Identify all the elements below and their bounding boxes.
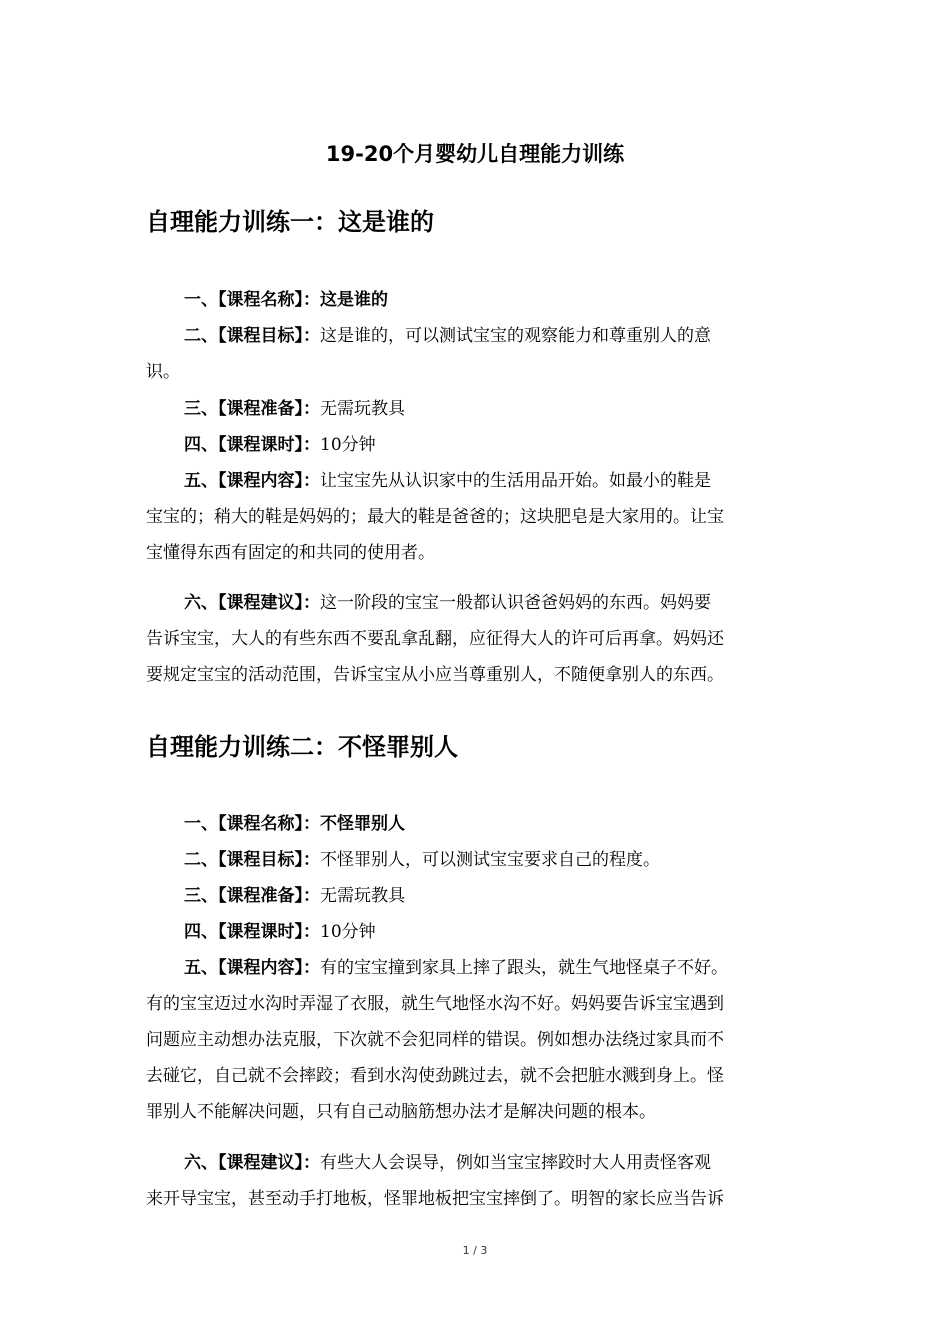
course-name-item: [146, 806, 806, 842]
item-text: 不怪罪别人，可以测试宝宝要求自己的程度。: [320, 850, 660, 870]
item-text: 让宝宝先从认识家中的生活用品开始。如最小的鞋是: [320, 471, 711, 491]
item-label: 一、【课程名称】：: [184, 814, 320, 834]
item-label: 二、【课程目标】：: [184, 326, 320, 346]
item-text: 有的宝宝迈过水沟时弄湿了衣服，就生气地怪水沟不好。妈妈要告诉宝宝遇到: [146, 994, 724, 1014]
course-content-item: [146, 950, 806, 1130]
document-title: 19-20个月婴幼儿自理能力训练: [325, 142, 625, 166]
item-label: 五、【课程内容】：: [184, 958, 320, 978]
section-heading-1: 自理能力训练一：这是谁的: [146, 208, 434, 236]
item-text: 告诉宝宝，大人的有些东西不要乱拿乱翻，应征得大人的许可后再拿。妈妈还: [146, 629, 724, 649]
item-text: 宝懂得东西有固定的和共同的使用者。: [146, 543, 435, 563]
section-heading-2: 自理能力训练二：不怪罪别人: [146, 733, 458, 761]
item-label: 四、【课程课时】：: [184, 435, 320, 455]
item-text: 罪别人不能解决问题，只有自己动脑筋想办法才是解决问题的根本。: [146, 1102, 656, 1122]
course-duration-item: [146, 914, 806, 950]
item-text: 不怪罪别人: [320, 814, 405, 834]
item-text: 10分钟: [320, 922, 376, 942]
course-advice-item: [146, 585, 806, 693]
item-text: 有些大人会误导，例如当宝宝摔跤时大人用责怪客观: [320, 1153, 711, 1173]
item-label: 三、【课程准备】：: [184, 399, 320, 419]
item-label: 六、【课程建议】：: [184, 1153, 320, 1173]
course-content-item: [146, 463, 806, 571]
course-prep-item: [146, 391, 806, 427]
item-text: 无需玩教具: [320, 399, 405, 419]
item-text: 来开导宝宝，甚至动手打地板，怪罪地板把宝宝摔倒了。明智的家长应当告诉: [146, 1189, 724, 1209]
item-label: 二、【课程目标】：: [184, 850, 320, 870]
item-label: 五、【课程内容】：: [184, 471, 320, 491]
course-duration-item: [146, 427, 806, 463]
course-prep-item: [146, 878, 806, 914]
course-advice-item: [146, 1145, 806, 1217]
course-goal-item: [146, 842, 806, 878]
item-label: 四、【课程课时】：: [184, 922, 320, 942]
item-text: 10分钟: [320, 435, 376, 455]
item-label: 六、【课程建议】：: [184, 593, 320, 613]
item-text: 宝宝的；稍大的鞋是妈妈的；最大的鞋是爸爸的；这块肥皂是大家用的。让宝: [146, 507, 724, 527]
course-name-item: [146, 282, 806, 318]
item-text: 去碰它，自己就不会摔跤；看到水沟使劲跳过去，就不会把脏水溅到身上。怪: [146, 1066, 724, 1086]
item-text: 这是谁的: [320, 290, 388, 310]
item-text: 问题应主动想办法克服，下次就不会犯同样的错误。例如想办法绕过家具而不: [146, 1030, 724, 1050]
course-goal-item: [146, 318, 806, 390]
item-text: 要规定宝宝的活动范围，告诉宝宝从小应当尊重别人，不随便拿别人的东西。: [146, 665, 724, 685]
item-text: 识。: [146, 362, 180, 382]
item-label: 三、【课程准备】：: [184, 886, 320, 906]
item-text: 这一阶段的宝宝一般都认识爸爸妈妈的东西。妈妈要: [320, 593, 711, 613]
item-text: 无需玩教具: [320, 886, 405, 906]
item-text: 有的宝宝撞到家具上摔了跟头，就生气地怪桌子不好。: [320, 958, 728, 978]
page-number: 1 / 3: [462, 1244, 488, 1257]
item-label: 一、【课程名称】：: [184, 290, 320, 310]
item-text: 这是谁的，可以测试宝宝的观察能力和尊重别人的意: [320, 326, 711, 346]
